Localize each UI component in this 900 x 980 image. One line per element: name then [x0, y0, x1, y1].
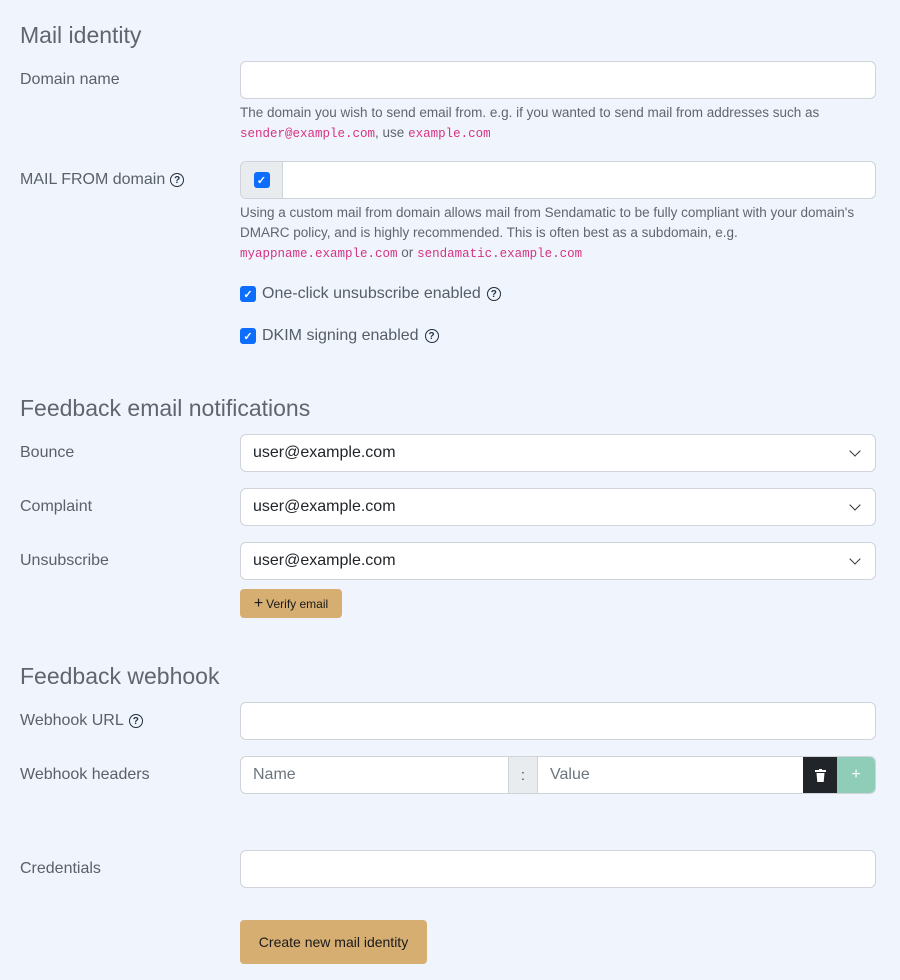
code-example: sender@example.com: [240, 127, 376, 141]
complaint-label: Complaint: [20, 498, 93, 515]
help-text: The domain you wish to send email from. e.g. if you wanted to send mail from addresses such as: [240, 105, 820, 120]
domain-name-label: [20, 71, 120, 89]
bounce-label: Bounce: [20, 444, 75, 461]
add-header-button[interactable]: [837, 757, 875, 793]
domain-name-input[interactable]: [240, 61, 876, 99]
verify-email-button[interactable]: [240, 589, 342, 618]
code-example: sendamatic.example.com: [417, 247, 583, 261]
mail-from-toggle[interactable]: [241, 162, 283, 198]
mail-from-input[interactable]: [283, 162, 875, 198]
one-click-unsubscribe-checkbox[interactable]: [240, 285, 501, 303]
unsubscribe-select[interactable]: [240, 542, 876, 580]
dkim-signing-checkbox[interactable]: [240, 327, 439, 345]
code-example: example.com: [408, 127, 491, 141]
chevron-down-icon: [849, 553, 860, 564]
plus-icon: +: [253, 594, 264, 612]
help-text: Using a custom mail from domain allows mail from Sendamatic to be fully compliant with your domain's DMARC policy, and is highly recommended. This is often best as a subdomain, e.g.: [240, 205, 855, 240]
plus-icon: +: [851, 766, 861, 783]
domain-help-text: [240, 103, 876, 144]
webhook-headers-label: Webhook headers: [20, 766, 150, 783]
chevron-down-icon: [849, 499, 860, 510]
placeholder: Name: [253, 766, 296, 783]
help-icon[interactable]: ?: [425, 329, 439, 343]
credentials-input[interactable]: [240, 850, 876, 888]
mail-from-group: [240, 161, 876, 199]
section-title-feedback-webhook: Feedback webhook: [20, 663, 220, 689]
bounce-select[interactable]: [240, 434, 876, 472]
help-icon[interactable]: ?: [129, 714, 143, 728]
webhook-url-label: [20, 712, 143, 730]
checkbox-checked-icon[interactable]: ✓: [240, 286, 256, 302]
checkbox-label: DKIM signing enabled: [262, 327, 419, 344]
help-icon[interactable]: ?: [170, 173, 184, 187]
mail-from-label-text: MAIL FROM domain: [20, 171, 166, 188]
credentials-label: Credentials: [20, 860, 101, 877]
checkbox-checked-icon[interactable]: ✓: [240, 328, 256, 344]
section-title-feedback-notifications: Feedback email notifications: [20, 395, 311, 421]
header-value-input[interactable]: [538, 757, 803, 793]
domain-name-label-text: Domain name: [20, 71, 120, 88]
separator: :: [509, 757, 538, 793]
trash-icon: [815, 769, 826, 782]
code-example: myappname.example.com: [240, 247, 398, 261]
complaint-select[interactable]: [240, 488, 876, 526]
chevron-down-icon: [849, 445, 860, 456]
help-icon[interactable]: ?: [487, 287, 501, 301]
mail-from-help-text: [240, 203, 876, 264]
unsubscribe-label: Unsubscribe: [20, 552, 109, 569]
delete-header-button[interactable]: [803, 757, 837, 793]
section-title-mail-identity: Mail identity: [20, 22, 142, 48]
select-value: user@example.com: [253, 552, 396, 569]
mail-from-label: [20, 171, 184, 189]
select-value: user@example.com: [253, 498, 396, 515]
help-text: or: [401, 245, 414, 260]
create-mail-identity-button[interactable]: Create new mail identity: [240, 920, 427, 964]
checkbox-label: One-click unsubscribe enabled: [262, 285, 481, 302]
label-text: Webhook URL: [20, 712, 124, 729]
webhook-url-input[interactable]: [240, 702, 876, 740]
help-text: , use: [375, 125, 405, 140]
button-label: Verify email: [266, 596, 329, 611]
webhook-headers-group: [240, 756, 876, 794]
checkbox-checked-icon[interactable]: ✓: [254, 172, 270, 188]
placeholder: Value: [550, 766, 590, 783]
select-value: user@example.com: [253, 444, 396, 461]
header-name-input[interactable]: [241, 757, 509, 793]
